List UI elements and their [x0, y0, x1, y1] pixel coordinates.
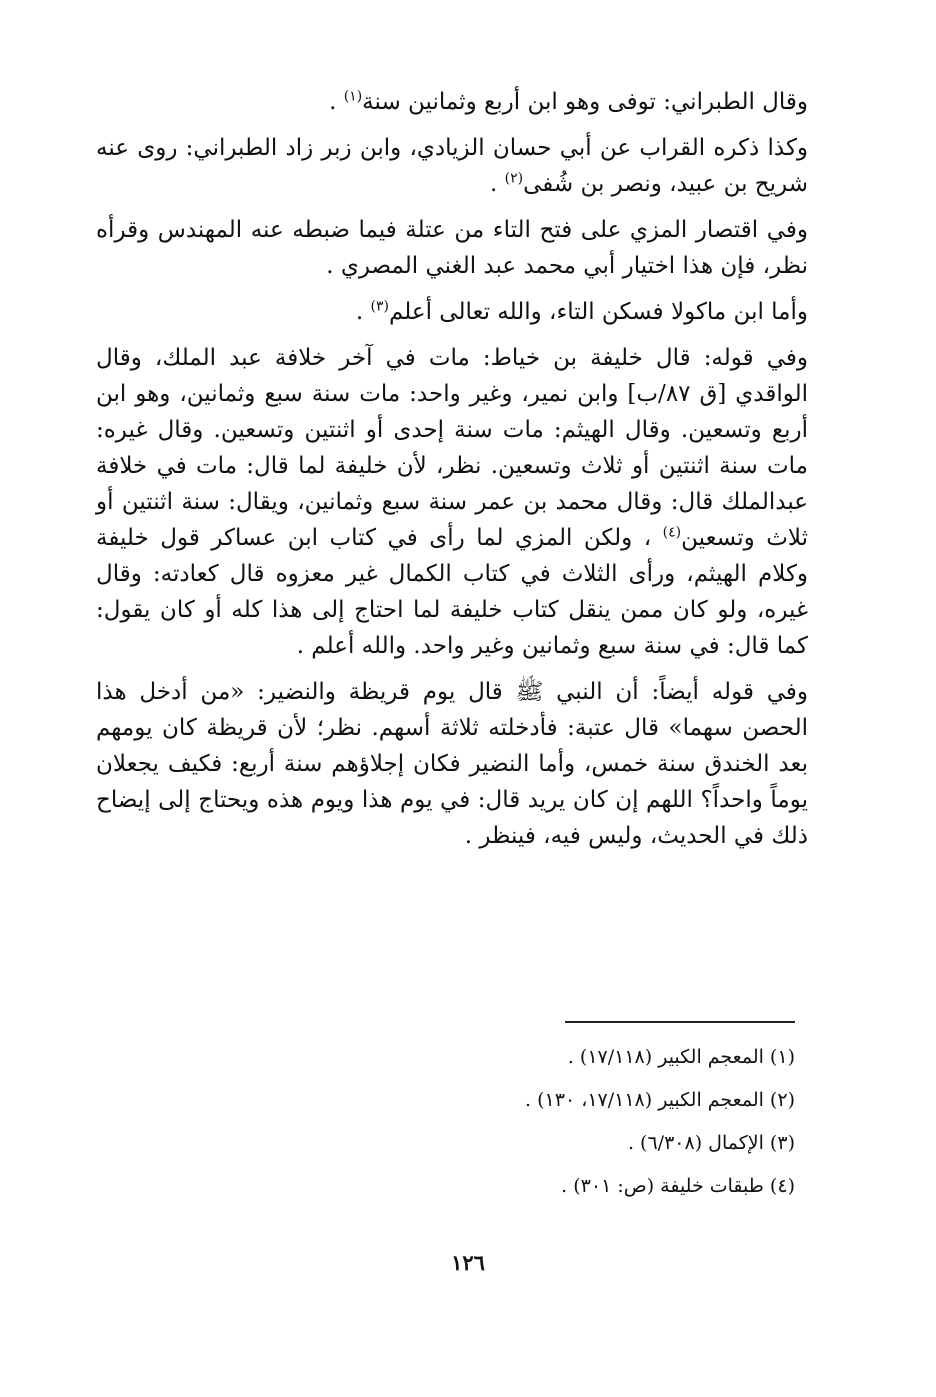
paragraph-text: وقال الطبراني: توفى وهو ابن أربع وثمانين سنة	[362, 89, 808, 115]
main-text	[96, 84, 808, 864]
footnotes	[295, 1040, 795, 1212]
page-number: ١٢٦	[451, 1250, 485, 1275]
footnote-2: (٢) المعجم الكبير (١٧/١١٨، ١٣٠) .	[525, 1089, 795, 1111]
paragraph-text: وأما ابن ماكولا فسكن التاء، والله تعالى أعلم	[388, 299, 808, 325]
paragraph-1	[96, 84, 808, 120]
paragraph-tail: .	[490, 171, 505, 197]
paragraph-text: وكذا ذكره القراب عن أبي حسان الزيادي، وابن زبر زاد الطبراني: روى عنه شريح بن عبيد، ونصر بن شُفى	[96, 135, 808, 197]
paragraph-4	[96, 294, 808, 330]
paragraph-2	[96, 130, 808, 202]
footnote-marker[interactable]: (٣)	[370, 298, 389, 315]
paragraph-tail: ، ولكن المزي لما رأى في كتاب ابن عساكر قول خليفة وكلام الهيثم، ورأى الثلاث في كتاب الكمال غير معزوه قال كعادته: وقال غيره، ولو كان ممن ينقل كتاب خليفة لما احتاج إلى هذا كله أو كان يقول: كما قال: في سنة سبع وثمانين وغير واحد. والله أعلم .	[96, 525, 808, 659]
paragraph-text: وفي قوله: قال خليفة بن خياط: مات في آخر خلافة عبد الملك، وقال الواقدي [ق ٨٧/ب] وابن نمير، وغير واحد: مات سنة سبع وثمانين، وهو ابن أربع وتسعين. وقال الهيثم: مات سنة إحدى أو اثنتين وتسعين. وقال غيره: مات سنة اثنتين أو ثلاث وتسعين. نظر، لأن خليفة لما قال: مات في خلافة عبدالملك قال: وقال محمد بن عمر سنة سبع وثمانين، ويقال: سنة اثنتين أو ثلاث وتسعين	[96, 345, 808, 551]
footnote-divider	[565, 1021, 795, 1023]
paragraph-tail: .	[355, 299, 371, 325]
paragraph-5	[96, 340, 808, 664]
footnote-3: (٣) الإكمال (٦/٣٠٨) .	[627, 1132, 795, 1154]
paragraph-text: وفي قوله أيضاً: أن النبي ﷺ قال يوم قريظة والنضير: «من أدخل هذا الحصن سهما» قال عتبة: فأدخلته ثلاثة أسهم. نظر؛ لأن قريظة كان يومهم بعد الخندق سنة خمس، وأما النضير فكان إجلاؤهم سنة أربع: فكيف يجعلان يوماً واحداً؟ اللهم إن كان يريد قال: في يوم هذا ويوم هذه ويحتاج إلى إيضاح ذلك في الحديث، وليس فيه، فينظر .	[96, 679, 808, 849]
paragraph-text: وفي اقتصار المزي على فتح التاء من عتلة فيما ضبطه عنه المهندس وقرأه نظر، فإن هذا اختيار أبي محمد عبد الغني المصري .	[96, 217, 808, 279]
footnote-1: (١) المعجم الكبير (١٧/١١٨) .	[567, 1046, 795, 1068]
footnote-marker[interactable]: (١)	[343, 88, 363, 105]
paragraph-3	[96, 212, 808, 284]
paragraph-6	[96, 674, 808, 854]
footnote-4: (٤) طبقات خليفة (ص: ٣٠١) .	[561, 1175, 795, 1197]
footnote-marker[interactable]: (٤)	[662, 524, 682, 541]
paragraph-tail: .	[329, 89, 344, 115]
footnote-marker[interactable]: (٢)	[504, 170, 524, 187]
